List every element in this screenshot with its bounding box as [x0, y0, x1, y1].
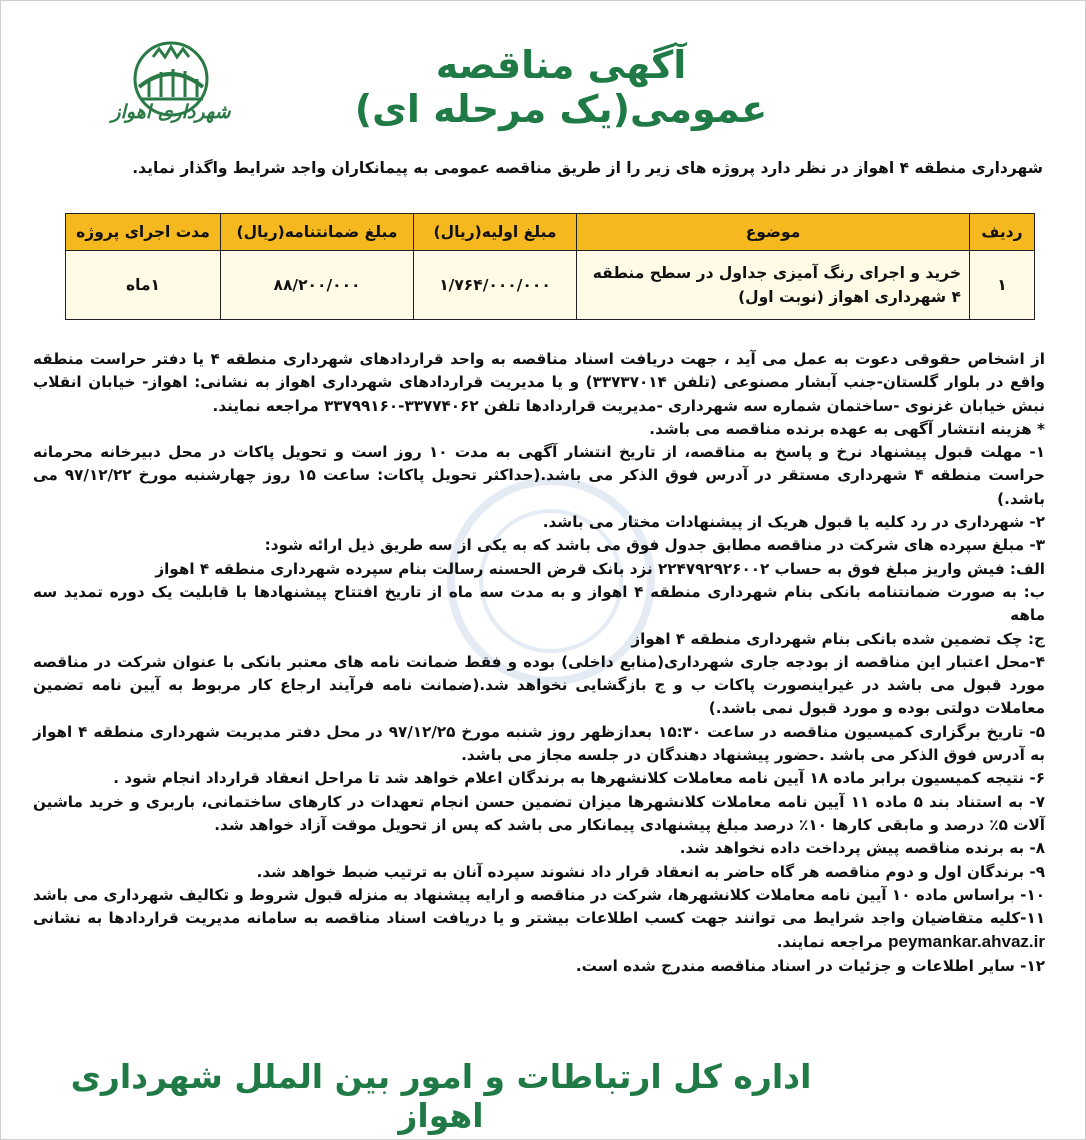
condition-11-end: مراجعه نمایند.: [776, 933, 883, 952]
cell-row-number: ۱: [970, 251, 1035, 320]
condition-3c: ج: چک تضمین شده بانکی بنام شهرداری منطقه ۴ اهواز: [631, 629, 1045, 648]
table-row: [66, 251, 1035, 320]
condition-10: ۱۰- براساس ماده ۱۰ آیین نامه معاملات کلانشهرها، شرکت در مناقصه و ارایه پیشنهاد به منزله قبول شروط و تکالیف شهرداری می باشد: [33, 885, 1045, 904]
peymankar-link[interactable]: peymankar.ahvaz.ir: [888, 932, 1045, 952]
header-row-number: ردیف: [970, 214, 1035, 251]
condition-3: ۳- مبلغ سپرده های شرکت در مناقصه مطابق جدول فوق می باشد که به یکی از سه طریق ذیل ارائه شود:: [264, 536, 1045, 555]
table-header-row: [66, 214, 1035, 251]
cell-guarantee-amount: ۸۸/۲۰۰/۰۰۰: [221, 251, 414, 320]
condition-2: ۲- شهرداری در رد کلیه یا قبول هریک از پیشنهادات مختار می باشد.: [542, 513, 1045, 532]
condition-8: ۸- به برنده مناقصه پیش پرداخت داده نخواهد شد.: [679, 839, 1045, 858]
condition-7: ۷- به استناد بند ۵ ماده ۱۱ آیین نامه معاملات کلانشهرها میزان تضمین حسن انجام تعهدات در کارهای ساختمانی، باربری و خرید ماشین آلات ۵٪ درصد و مابقی کارها ۱۰٪ درصد مبلغ پیشنهادی پیمانکار می باشد که پس از تحویل موقت آزاد خواهد شد.: [33, 792, 1045, 834]
condition-5: ۵- تاریخ برگزاری کمیسیون مناقصه در ساعت ۱۵:۳۰ بعدازظهر روز شنبه مورخ ۹۷/۱۲/۲۵ در محل دفتر مدیریت شهرداری منطقه ۴ اهواز به آدرس فوق الذکر می باشد .حضور پیشنهاد دهندگان در جلسه مجاز می باشد.: [33, 722, 1045, 765]
condition-11: [33, 907, 1045, 955]
cell-duration: ۱ماه: [66, 251, 221, 320]
logo-caption: شهرداری اهواز: [111, 101, 231, 123]
cell-subject: خرید و اجرای رنگ آمیزی جداول در سطح منطقه ۴ شهرداری اهواز (نوبت اول): [577, 251, 970, 320]
condition-9: ۹- برندگان اول و دوم مناقصه هر گاه حاضر به انعقاد قرار داد نشوند سپرده آنان به ترتیب ضبط خواهد شد.: [256, 862, 1045, 881]
header-guarantee-amount: مبلغ ضمانتنامه(ریال): [221, 214, 414, 251]
condition-12: ۱۲- سایر اطلاعات و جزئیات در اسناد مناقصه مندرج شده است.: [575, 956, 1045, 975]
footer-department: اداره کل ارتباطات و امور بین الملل شهرداری اهواز: [70, 1057, 812, 1135]
header-initial-amount: مبلغ اولیه(ریال): [414, 214, 577, 251]
condition-11-text: ۱۱-کلیه متقاضیان واجد شرایط می توانند جهت کسب اطلاعات بیشتر و یا دریافت اسناد مناقصه به سامانه مدیریت قراردادها به نشانی: [33, 909, 1045, 928]
conditions-body: [33, 348, 1045, 978]
header-subject: موضوع: [577, 214, 970, 251]
tender-table: [65, 213, 1035, 320]
paragraph-ad-cost: * هزینه انتشار آگهی به عهده برنده مناقصه می باشد.: [649, 419, 1045, 438]
intro-text: شهرداری منطقه ۴ اهواز در نظر دارد پروژه های زیر را از طریق مناقصه عمومی به پیمانکاران واجد شرایط واگذار نماید.: [132, 159, 1043, 177]
condition-6: ۶- نتیجه کمیسیون برابر ماده ۱۸ آیین نامه معاملات کلانشهرها به برندگان اعلام خواهد شد تا مراحل انعقاد قرارداد انجام شود .: [113, 769, 1045, 788]
condition-3b: ب: به صورت ضمانتنامه بانکی بنام شهرداری منطقه ۴ اهواز و به مدت سه ماه از تاریخ افتتاح پیشنهادها با قابلیت یک دوره تمدید سه ماهه: [33, 582, 1046, 625]
paragraph-documents: از اشخاص حقوقی دعوت به عمل می آید ، جهت دریافت اسناد مناقصه به واحد قراردادهای شهرداری منطقه ۴ یا دفتر حراست منطقه واقع در بلوار گلستان-جنب آبشار مصنوعی (تلفن ۳۳۷۳۷۰۱۴) و یا مدیریت قراردادهای شهرداری اهواز به نشانی: اهواز- خیابان انقلاب نبش خیابان غزنوی -ساختمان شماره سه شهرداری -مدیریت قراردادها تلفن ۳۳۷۷۴۰۶۲-۳۳۷۹۹۱۶۰ مراجعه نمایند.: [33, 350, 1046, 415]
condition-4: ۴-محل اعتبار این مناقصه از بودجه جاری شهرداری(منابع داخلی) بوده و فقط ضمانت نامه های معتبر بانکی با عنوان شرکت در مناقصه مورد قبول می باشد در غیراینصورت پاکات ب و ج بازگشایی نخواهد شد.(ضمانت نامه فرآیند ارجاع کار مربوط به آیین نامه تضمین معاملات دولتی بوده و مورد قبول نمی باشد.): [33, 652, 1045, 718]
condition-3a: الف: فیش واریز مبلغ فوق به حساب ۲۲۴۷۹۲۹۲۶۰۰۲ نزد بانک قرض الحسنه رسالت بنام سپرده شهرداری منطقه ۴ اهواز: [155, 559, 1045, 578]
header-duration: مدت اجرای پروژه: [66, 214, 221, 251]
condition-1: ۱- مهلت قبول پیشنهاد نرخ و پاسخ به مناقصه، از تاریخ انتشار آگهی به مدت ۱۰ روز است و تحویل پاکات در محل دبیرخانه محرمانه حراست منطقه ۴ شهرداری مستقر در آدرس فوق الذکر می باشد.(حداکثر تحویل پاکات: ساعت ۱۵ روز چهارشنبه مورخ ۹۷/۱۲/۲۲ می باشد.): [33, 443, 1045, 508]
cell-initial-amount: ۱/۷۶۴/۰۰۰/۰۰۰: [414, 251, 577, 320]
page-title: آگهی مناقصه عمومی(یک مرحله ای): [354, 43, 768, 131]
